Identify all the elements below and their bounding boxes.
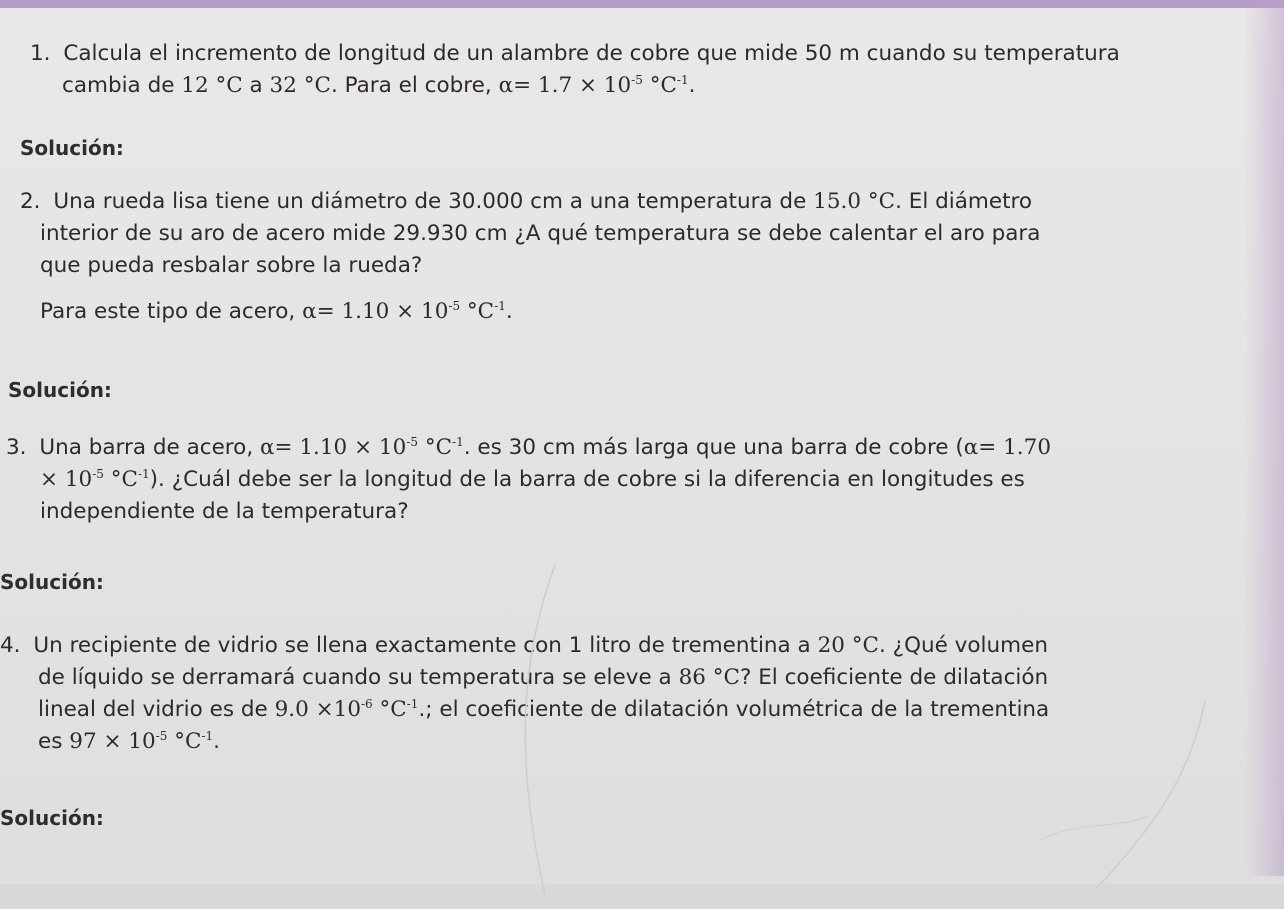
page-bottom-edge	[0, 884, 1284, 909]
problem-3-alpha-copper-unit: °C	[103, 467, 138, 492]
problem-4-text-g: es	[38, 729, 70, 754]
problem-3-number: 3.	[6, 435, 27, 460]
problem-4-text-f: .; el coeficiente de dilatación volumétrica de la trementina	[418, 697, 1050, 722]
problem-4-turpentine-unit-exponent: -1	[201, 729, 214, 743]
problem-2-period: .	[505, 299, 513, 324]
problem-3-alpha-copper-power: × 10	[40, 467, 93, 492]
problem-2-line-2: interior de su aro de acero mide 29.930 cm ¿A qué temperatura se debe calentar el aro para	[40, 221, 1041, 246]
solution-label-2: Solución:	[8, 378, 112, 402]
problem-3-question: ). ¿Cuál debe ser la longitud de la barra de cobre si la diferencia en longitudes es	[149, 467, 1025, 492]
problem-1-number: 1.	[30, 41, 51, 66]
problem-4-glass-unit-exponent: -1	[406, 697, 419, 711]
problem-1-text-c: . Para el cobre,	[330, 73, 499, 98]
problem-1-text-a: cambia de	[62, 73, 182, 98]
problem-2-temp: 15.0 °C	[813, 189, 896, 214]
problem-4-text-b: . ¿Qué volumen	[878, 633, 1048, 658]
problem-1	[30, 38, 1250, 102]
problem-4-line-2	[0, 662, 1260, 694]
problem-2-line-3: que pueda resbalar sobre la rueda?	[40, 253, 423, 278]
problem-4-turpentine-coefficient: 97 × 10	[69, 729, 156, 754]
problem-1-alpha: α= 1.7 × 10	[498, 73, 632, 98]
problem-3-line-2	[6, 464, 1251, 496]
problem-2-line-1	[20, 186, 1250, 218]
solution-label-3: Solución:	[0, 570, 104, 594]
problem-3-text-b: . es 30 cm más larga que una barra de cobre (	[463, 435, 964, 460]
problem-4-text-a: Un recipiente de vidrio se llena exactamente con 1 litro de trementina a	[33, 633, 818, 658]
problem-3-alpha-copper: α= 1.70	[963, 435, 1052, 460]
problem-4-turpentine-unit: °C	[167, 729, 202, 754]
problem-1-unit-exponent: -1	[676, 73, 689, 87]
problem-4-glass-coefficient: 9.0 ×10	[274, 697, 361, 722]
problem-1-text: Calcula el incremento de longitud de un alambre de cobre que mide 50 m cuando su temperatura	[63, 41, 1120, 66]
problem-4-temp-final: 86 °C	[678, 665, 740, 690]
problem-2-alpha-exponent: -5	[448, 299, 461, 313]
problem-4	[0, 630, 1260, 758]
problem-4-line-4	[0, 726, 1260, 758]
problem-3-text-a: Una barra de acero,	[39, 435, 260, 460]
problem-4-number: 4.	[0, 633, 21, 658]
problem-4-temp-initial: 20 °C	[817, 633, 879, 658]
problem-2-alpha-intro: Para este tipo de acero,	[40, 299, 303, 324]
problem-2-number: 2.	[20, 189, 41, 214]
problem-3-steel-unit-exponent: -1	[452, 435, 464, 449]
problem-2-alpha-unit: °C	[460, 299, 495, 324]
problem-3	[6, 432, 1251, 528]
problem-2-text-a: Una rueda lisa tiene un diámetro de 30.000 cm a una temperatura de	[53, 189, 814, 214]
problem-2-unit-exponent: -1	[494, 299, 506, 313]
problem-3-alpha-steel-unit: °C	[417, 435, 453, 460]
problem-3-line-1	[6, 432, 1251, 464]
problem-3-copper-unit-exponent: -1	[137, 467, 150, 481]
problem-2-alpha: α= 1.10 × 10	[302, 299, 449, 324]
problem-4-text-d: ? El coeficiente de dilatación	[739, 665, 1049, 690]
problem-3-alpha-copper-exponent: -5	[92, 467, 104, 481]
problem-4-line-1	[0, 630, 1260, 662]
problem-4-period: .	[213, 729, 220, 754]
problem-3-alpha-steel: α= 1.10 × 10	[260, 435, 407, 460]
problem-4-turpentine-exponent: -5	[155, 729, 168, 743]
problem-1-temp-initial: 12 °C	[181, 73, 243, 98]
problem-2-line-4	[20, 296, 1250, 328]
problem-1-text-b: a	[242, 73, 270, 98]
problem-1-alpha-unit: °C	[642, 73, 677, 98]
problem-4-text-c: de líquido se derramará cuando su temperatura se eleve a	[38, 665, 679, 690]
problem-2	[20, 186, 1250, 328]
problem-2-text-b: . El diámetro	[895, 189, 1033, 214]
problem-1-alpha-exponent: -5	[631, 73, 643, 87]
problem-4-glass-exponent: -6	[361, 697, 373, 711]
problem-3-alpha-steel-exponent: -5	[406, 435, 418, 449]
problem-1-line-1	[30, 38, 1250, 70]
problem-1-period: .	[688, 73, 696, 98]
problem-4-glass-unit: °C	[372, 697, 407, 722]
problem-3-line-3: independiente de la temperatura?	[40, 499, 409, 524]
problem-1-temp-final: 32 °C	[269, 73, 331, 98]
solution-label-1: Solución:	[20, 136, 124, 160]
problem-1-line-2	[30, 70, 1250, 102]
problem-4-text-e: lineal del vidrio es de	[38, 697, 275, 722]
problem-4-line-3	[0, 694, 1260, 726]
solution-label-4: Solución:	[0, 806, 104, 830]
